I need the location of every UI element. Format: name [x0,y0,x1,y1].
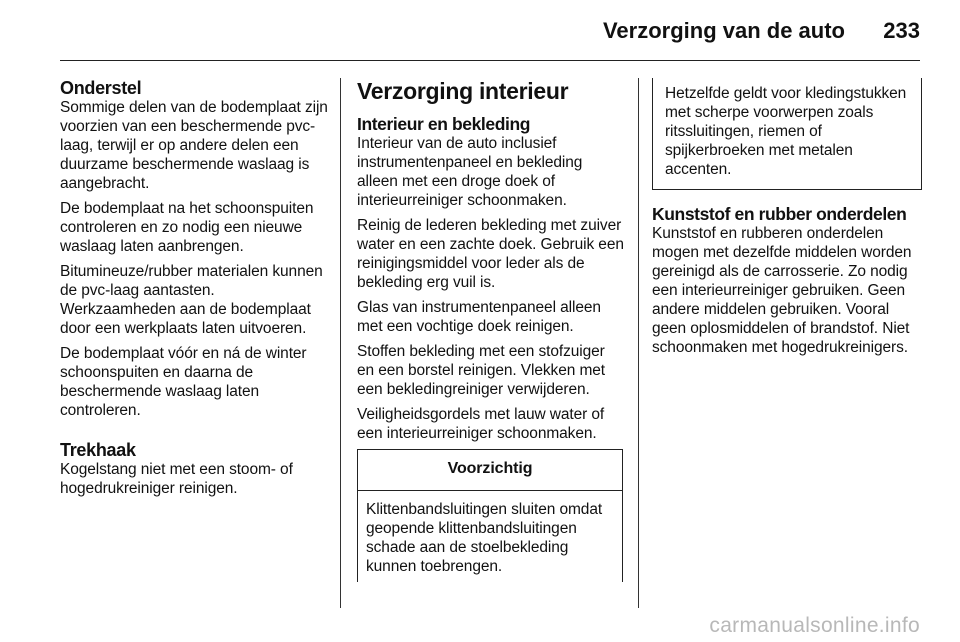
interior-paragraph-1: Interieur van de auto inclusief instrumentenpaneel en bekleding alleen met een droge doek of interieurreiniger schoonmaken. [357,135,583,209]
onderstel-paragraph-4: De bodemplaat vóór en ná de winter schoonspuiten en daarna de beschermende waslaag laten controleren. [60,345,307,419]
header-divider [60,60,920,61]
column-2 [357,78,625,582]
header-title: Verzorging van de auto [602,18,845,43]
trekhaak-heading: Trekhaak [60,440,136,460]
watermark: carmanualsonline.info [709,614,920,637]
column-3 [652,82,922,363]
caution-text: Klittenbandsluitingen sluiten omdat geopende klittenbandsluitingen schade aan de stoelbekleding kunnen toebrengen. [366,501,603,575]
onderstel-paragraph-2: De bodemplaat na het schoonspuiten controleren en zo nodig een nieuwe waslaag laten aanbrengen. [60,200,314,255]
column-divider-1 [340,78,341,608]
caution-box [357,449,623,582]
onderstel-heading: Onderstel [60,78,142,98]
trekhaak-paragraph: Kogelstang niet met een stoom- of hogedrukreiniger reinigen. [60,461,293,497]
sub-heading: Interieur en bekleding [357,114,531,134]
kunststof-paragraph: Kunststof en rubberen onderdelen mogen met dezelfde middelen worden gereinigd als de carrosserie. Zo nodig een interieurreiniger gebruiken. Geen andere middelen gebruiken. Vooral geen oplosmiddelen of brandstof. Niet schoonmaken met hogedrukreinigers. [652,225,912,356]
column-1 [60,78,332,504]
caution-continuation-text: Hetzelfde geldt voor kledingstukken met scherpe voorwerpen zoals ritssluitingen, riemen of spijkerbroeken met metalen accenten. [665,85,907,178]
page-number: 233 [883,18,920,43]
onderstel-paragraph-3: Bitumineuze/rubber materialen kunnen de pvc-laag aantasten. Werkzaamheden aan de bodemplaat door een werkplaats laten uitvoeren. [60,263,323,337]
section-gap [60,426,332,440]
section-gap [652,190,922,204]
caution-title: Voorzichtig [358,450,622,491]
section-heading: Verzorging interieur [357,78,569,104]
interior-paragraph-5: Veiligheidsgordels met lauw water of een interieurreiniger schoonmaken. [357,406,605,442]
interior-paragraph-4: Stoffen bekleding met een stofzuiger en een borstel reinigen. Vlekken met een bekledingreiniger verwijderen. [357,343,605,398]
interior-paragraph-2: Reinig de lederen bekleding met zuiver water en een zachte doek. Gebruik een reinigingsmiddel voor leder als de bekleding erg vuil is. [357,217,624,291]
caution-continuation-box [652,78,922,190]
column-divider-2 [638,78,639,608]
kunststof-heading: Kunststof en rubber onderdelen [652,204,907,224]
interior-paragraph-3: Glas van instrumentenpaneel alleen met een vochtige doek reinigen. [357,299,601,335]
onderstel-paragraph-1: Sommige delen van de bodemplaat zijn voorzien van een beschermende pvc-laag, terwijl er op andere delen een duurzame beschermende waslaag is aangebracht. [60,99,328,192]
